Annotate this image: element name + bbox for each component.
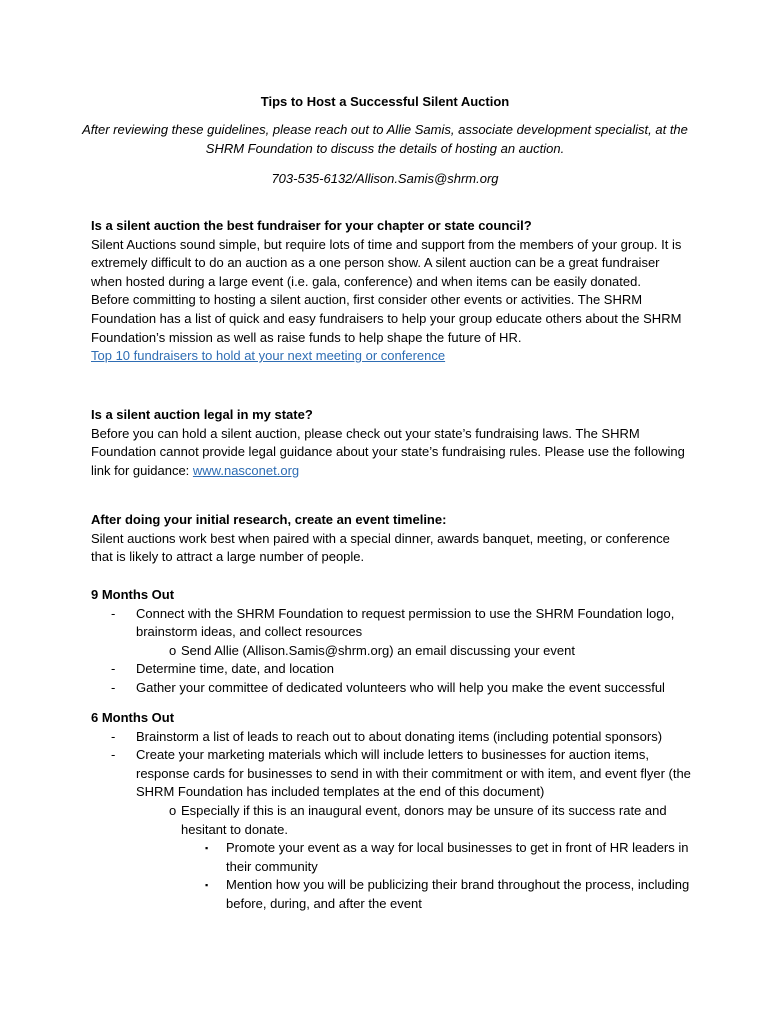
section-9-months bbox=[91, 586, 691, 698]
circle-bullet: o bbox=[169, 802, 177, 818]
list-item: - Brainstorm a list of leads to reach out to about donating items (including potential sponsors) bbox=[91, 728, 691, 747]
section-legal bbox=[91, 406, 691, 480]
paragraph: Silent Auctions sound simple, but require lots of time and support from the members of your group. It is extremely difficult to do an auction as a one person show. A silent auction can be a great fundraiser when hosted during a large event (i.e. gala, conference) and when items can be easily donated. bbox=[91, 236, 682, 289]
list-item: o Especially if this is an inaugural event, donors may be unsure of its success rate and hesitant to donate. bbox=[169, 802, 667, 837]
paragraph: Before committing to hosting a silent auction, first consider other events or activities. The SHRM Foundation has a list of quick and easy fundraisers to help your group educate others about the SHRM Foundation’s mission as well as raise funds to help shape the future of HR. bbox=[91, 292, 682, 345]
dash-bullet: - bbox=[111, 661, 116, 677]
section-heading: Is a silent auction legal in my state? bbox=[91, 407, 313, 422]
section-best-fundraiser bbox=[91, 217, 691, 366]
intro-paragraph: After reviewing these guidelines, please reach out to Allie Samis, associate development specialist, at the SHRM Foundation to discuss the details of hosting an auction. bbox=[82, 122, 688, 156]
section-timeline bbox=[91, 511, 691, 567]
list-item: - Determine time, date, and location bbox=[91, 660, 691, 679]
paragraph: Before you can hold a silent auction, please check out your state’s fundraising laws. The SHRM Foundation cannot provide legal guidance about your state’s fundraising rules. Please use the following link for guidance: www.nasconet.org bbox=[91, 425, 685, 478]
dash-bullet: - bbox=[111, 728, 116, 744]
section-heading: After doing your initial research, create an event timeline: bbox=[91, 512, 447, 527]
list-item: ▪ Promote your event as a way for local businesses to get in front of HR leaders in their community bbox=[205, 840, 689, 874]
contact-info: 703-535-6132/Allison.Samis@shrm.org bbox=[271, 171, 499, 186]
circle-bullet: o bbox=[169, 642, 177, 658]
dash-bullet: - bbox=[111, 605, 116, 621]
section-heading: 6 Months Out bbox=[91, 710, 175, 725]
dash-bullet: - bbox=[111, 679, 116, 695]
list-item: o Send Allie (Allison.Samis@shrm.org) an email discussing your event bbox=[91, 642, 691, 661]
section-6-months bbox=[91, 709, 691, 914]
page-title: Tips to Host a Successful Silent Auction bbox=[260, 94, 510, 109]
list-item: - Create your marketing materials which will include letters to businesses for auction items, response cards for businesses to send in with their commitment or with item, and event flyer (the SHRM Foundation has included templates at the end of this document) bbox=[111, 747, 691, 800]
dash-bullet: - bbox=[111, 747, 116, 763]
section-heading: 9 Months Out bbox=[91, 587, 175, 602]
list-item: - Connect with the SHRM Foundation to request permission to use the SHRM Foundation logo, brainstorm ideas, and collect resources bbox=[111, 605, 675, 640]
list-item: - Gather your committee of dedicated volunteers who will help you make the event successful bbox=[91, 679, 691, 698]
paragraph: Silent auctions work best when paired with a special dinner, awards banquet, meeting, or conference that is likely to attract a large number of people. bbox=[91, 530, 670, 565]
list-item: ▪ Mention how you will be publicizing their brand throughout the process, including before, during, and after the event bbox=[205, 877, 690, 911]
section-heading: Is a silent auction the best fundraiser for your chapter or state council? bbox=[91, 218, 532, 233]
nasconet-link[interactable]: www.nasconet.org bbox=[192, 462, 300, 478]
square-bullet-icon: ▪ bbox=[205, 880, 209, 891]
top-10-fundraisers-link[interactable]: Top 10 fundraisers to hold at your next meeting or conference bbox=[91, 348, 446, 364]
square-bullet-icon: ▪ bbox=[205, 843, 209, 854]
